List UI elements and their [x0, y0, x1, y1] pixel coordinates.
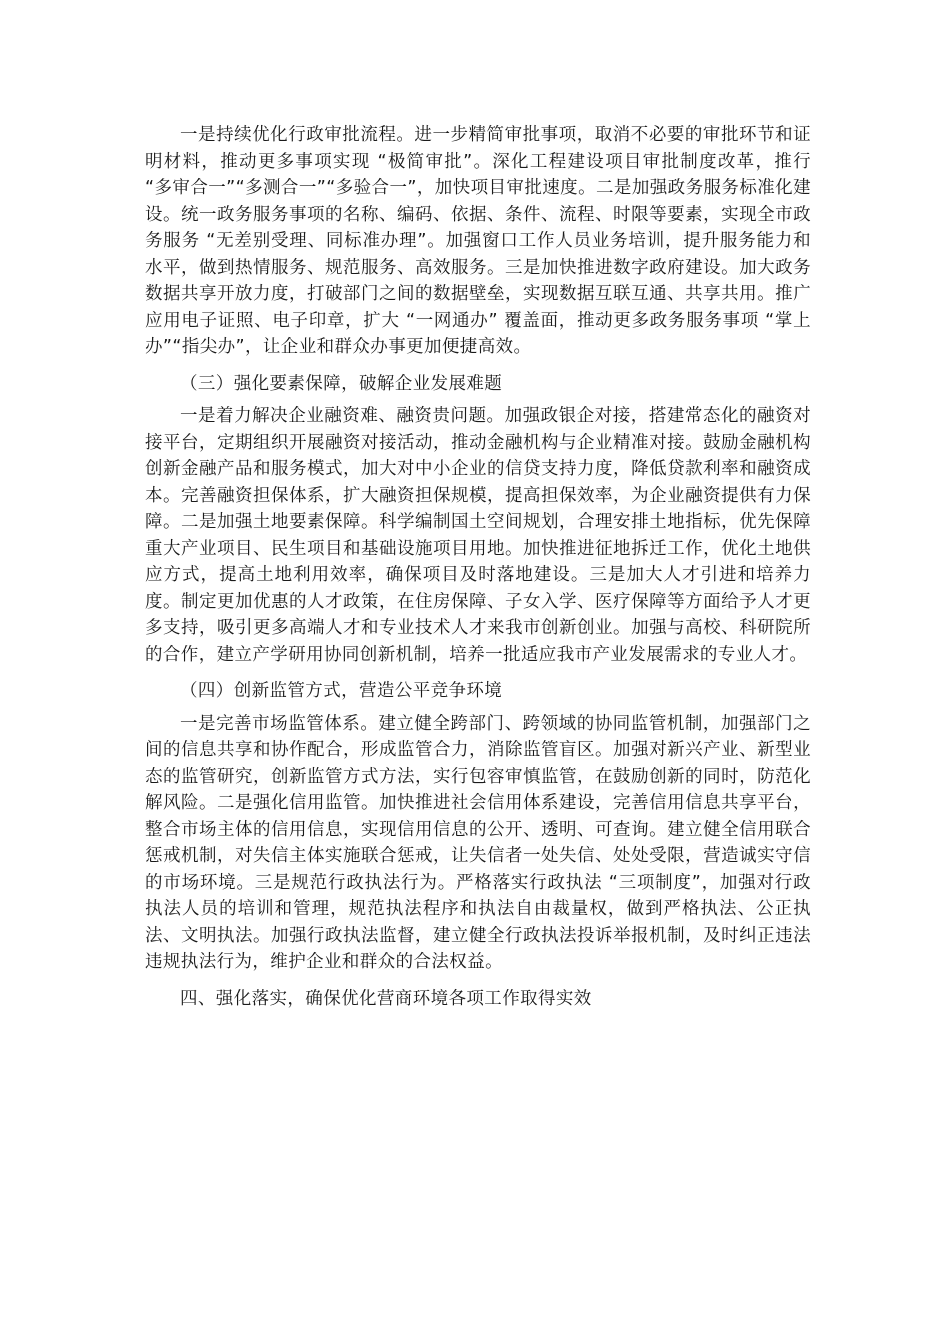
body-paragraph: 一是着力解决企业融资难、融资贵问题。加强政银企对接，搭建常态化的融资对接平台，定期组织开展融资对接活动，推动金融机构与企业精准对接。鼓励金融机构创新金融产品和服务模式，加大对中小企业的信贷支持力度，降低贷款利率和融资成本。完善融资担保体系，扩大融资担保规模，提高担保效率，为企业融资提供有力保障。二是加强土地要素保障。科学编制国土空间规划，合理安排土地指标，优先保障重大产业项目、民生项目和基础设施项目用地。加快推进征地拆迁工作，优化土地供应方式，提高土地利用效率，确保项目及时落地建设。三是加大人才引进和培养力度。制定更加优惠的人才政策，在住房保障、子女入学、医疗保障等方面给予人才更多支持，吸引更多高端人才和专业技术人才来我市创新创业。加强与高校、科研院所的合作，建立产学研用协同创新机制，培养一批适应我市产业发展需求的专业人才。	[145, 406, 811, 665]
document-body	[145, 122, 811, 1018]
section-heading: （四）创新监管方式，营造公平竞争环境	[180, 681, 503, 701]
section-heading: 四、强化落实，确保优化营商环境各项工作取得实效	[180, 988, 592, 1009]
body-paragraph: 一是完善市场监管体系。建立健全跨部门、跨领域的协同监管机制，加强部门之间的信息共享和协作配合，形成监管合力，消除监管盲区。加强对新兴产业、新型业态的监管研究，创新监管方式方法，实行包容审慎监管，在鼓励创新的同时，防范化解风险。二是强化信用监管。加快推进社会信用体系建设，完善信用信息共享平台，整合市场主体的信用信息，实现信用信息的公开、透明、可查询。建立健全信用联合惩戒机制，对失信主体实施联合惩戒，让失信者一处失信、处处受限，营造诚实守信的市场环境。三是规范行政执法行为。严格落实行政执法 “三项制度”，加强对行政执法人员的培训和管理，规范执法程序和执法自由裁量权，做到严格执法、公正执法、文明执法。加强行政执法监督，建立健全行政执法投诉举报机制，及时纠正违法违规执法行为，维护企业和群众的合法权益。	[145, 713, 811, 972]
body-paragraph: 一是持续优化行政审批流程。进一步精简审批事项，取消不必要的审批环节和证明材料，推动更多事项实现 “极简审批”。深化工程建设项目审批制度改革，推行 “多审合一”“多测合一”“多验合一”，加快项目审批速度。二是加强政务服务标准化建设。统一政务服务事项的名称、编码、依据、条件、流程、时限等要素，实现全市政务服务 “无差别受理、同标准办理”。加强窗口工作人员业务培训，提升服务能力和水平，做到热情服务、规范服务、高效服务。三是加快推进数字政府建设。加大政务数据共享开放力度，打破部门之间的数据壁垒，实现数据互联互通、共享共用。推广应用电子证照、电子印章，扩大 “一网通办” 覆盖面，推动更多政务服务事项 “掌上办”“指尖办”，让企业和群众办事更加便捷高效。	[145, 125, 811, 357]
section-heading: （三）强化要素保障，破解企业发展难题	[180, 373, 503, 394]
